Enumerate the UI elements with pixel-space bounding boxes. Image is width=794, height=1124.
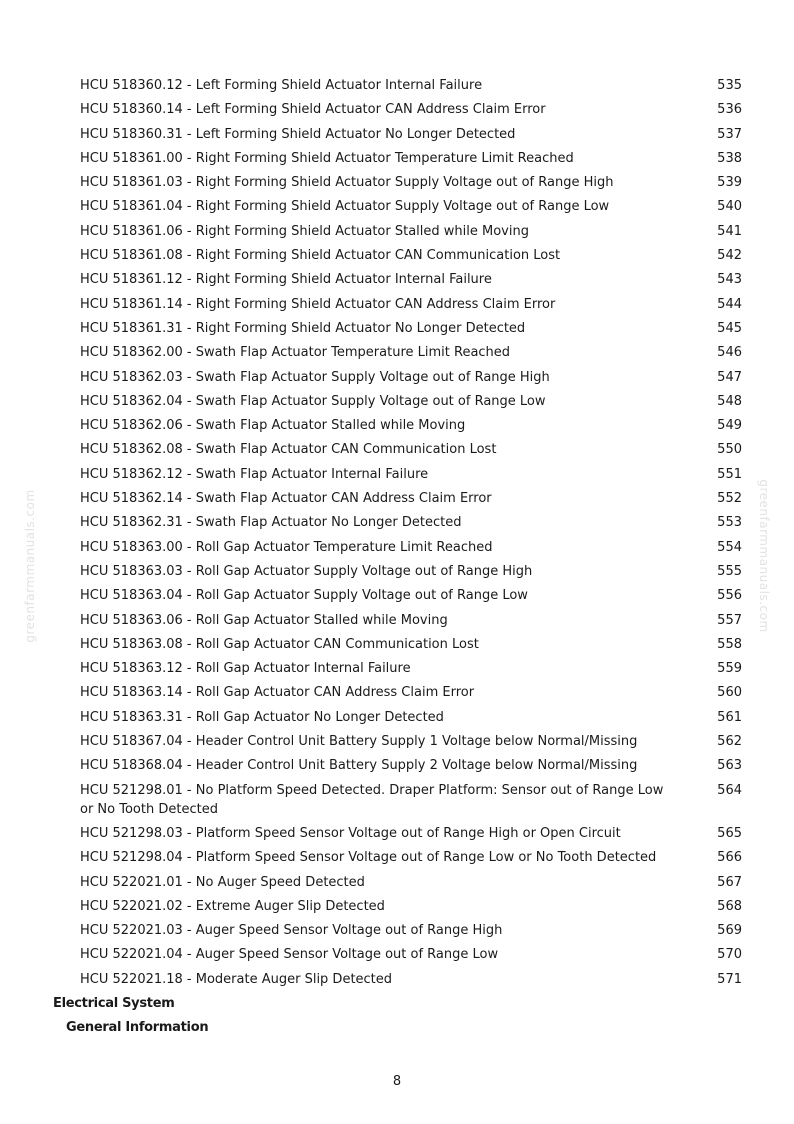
toc-entry-page: 540 (717, 199, 742, 215)
toc-entry-list (0, 76, 794, 989)
toc-entry-title: HCU 518362.04 - Swath Flap Actuator Supply Voltage out of Range Low (80, 393, 546, 409)
toc-entry[interactable] (0, 970, 794, 989)
toc-entry-page: 563 (717, 758, 742, 774)
toc-entry-page: 543 (717, 272, 742, 288)
toc-entry[interactable] (0, 149, 794, 168)
toc-entry-title: HCU 518360.31 - Left Forming Shield Actuator No Longer Detected (80, 126, 516, 142)
toc-entry-page: 550 (717, 442, 742, 458)
toc-entry[interactable] (0, 781, 794, 819)
toc-entry[interactable] (0, 343, 794, 362)
toc-entry[interactable] (0, 848, 794, 867)
toc-entry-title: HCU 518361.08 - Right Forming Shield Actuator CAN Communication Lost (80, 248, 561, 264)
toc-entry[interactable] (0, 295, 794, 314)
toc-entry-title: HCU 518362.08 - Swath Flap Actuator CAN Communication Lost (80, 442, 497, 458)
toc-entry-title: HCU 518367.04 - Header Control Unit Battery Supply 1 Voltage below Normal/Missing (80, 734, 638, 750)
toc-entry[interactable] (0, 392, 794, 411)
toc-entry-title: HCU 518361.12 - Right Forming Shield Actuator Internal Failure (80, 272, 492, 288)
toc-entry[interactable] (0, 562, 794, 581)
toc-entry-title: HCU 518361.04 - Right Forming Shield Actuator Supply Voltage out of Range Low (80, 199, 610, 215)
toc-entry-title: HCU 522021.01 - No Auger Speed Detected (80, 874, 365, 890)
toc-entry-title: HCU 518363.31 - Roll Gap Actuator No Longer Detected (80, 709, 444, 725)
toc-entry[interactable] (0, 76, 794, 95)
toc-entry-title: HCU 522021.03 - Auger Speed Sensor Voltage out of Range High (80, 923, 503, 939)
toc-entry-title: HCU 522021.02 - Extreme Auger Slip Detected (80, 898, 385, 914)
toc-entry-page: 571 (717, 971, 742, 987)
toc-entry-page: 548 (717, 393, 742, 409)
toc-entry-title: HCU 518360.14 - Left Forming Shield Actuator CAN Address Claim Error (80, 102, 546, 118)
toc-entry-page: 551 (717, 466, 742, 482)
toc-entry-page: 562 (717, 734, 742, 750)
toc-entry-page: 566 (717, 850, 742, 866)
toc-entry-page: 557 (717, 612, 742, 628)
toc-entry-title: HCU 518363.08 - Roll Gap Actuator CAN Communication Lost (80, 636, 479, 652)
toc-entry-title: HCU 521298.03 - Platform Speed Sensor Voltage out of Range High or Open Circuit (80, 825, 621, 841)
toc-entry[interactable] (0, 368, 794, 387)
toc-entry[interactable] (0, 683, 794, 702)
toc-entry-page: 538 (717, 150, 742, 166)
toc-entry-page: 554 (717, 539, 742, 555)
toc-entry[interactable] (0, 708, 794, 727)
section-heading-electrical-system[interactable]: Electrical System (53, 995, 175, 1011)
page-number: 8 (392, 1074, 402, 1089)
toc-entry[interactable] (0, 732, 794, 751)
toc-entry[interactable] (0, 270, 794, 289)
toc-entry-title: HCU 518363.00 - Roll Gap Actuator Temperature Limit Reached (80, 539, 493, 555)
table-of-contents (0, 76, 794, 1042)
toc-entry-title: HCU 518363.03 - Roll Gap Actuator Supply Voltage out of Range High (80, 563, 533, 579)
toc-entry[interactable] (0, 222, 794, 241)
toc-entry[interactable] (0, 416, 794, 435)
toc-entry-title: HCU 518361.31 - Right Forming Shield Actuator No Longer Detected (80, 320, 526, 336)
toc-entry-page: 541 (717, 223, 742, 239)
toc-entry-title: HCU 518363.04 - Roll Gap Actuator Supply Voltage out of Range Low (80, 588, 528, 604)
toc-entry[interactable] (0, 586, 794, 605)
toc-entry[interactable] (0, 756, 794, 775)
toc-entry[interactable] (0, 197, 794, 216)
toc-entry-page: 564 (717, 782, 742, 798)
watermark-right: greenfarmmanuals.com (757, 479, 771, 633)
toc-entry[interactable] (0, 538, 794, 557)
toc-entry[interactable] (0, 440, 794, 459)
toc-entry-page: 561 (717, 709, 742, 725)
toc-entry[interactable] (0, 100, 794, 119)
toc-entry-page: 558 (717, 636, 742, 652)
toc-entry-title: HCU 518361.14 - Right Forming Shield Actuator CAN Address Claim Error (80, 296, 556, 312)
watermark-left: greenfarmmanuals.com (23, 489, 37, 643)
toc-entry[interactable] (0, 921, 794, 940)
toc-entry-title: HCU 518362.06 - Swath Flap Actuator Stalled while Moving (80, 418, 466, 434)
toc-entry-page: 535 (717, 78, 742, 93)
toc-entry[interactable] (0, 489, 794, 508)
toc-entry[interactable] (0, 173, 794, 192)
toc-entry[interactable] (0, 246, 794, 265)
toc-entry[interactable] (0, 465, 794, 484)
toc-entry[interactable] (0, 319, 794, 338)
toc-entry-title: HCU 518362.12 - Swath Flap Actuator Internal Failure (80, 466, 429, 482)
toc-entry-page: 542 (717, 248, 742, 264)
toc-entry-page: 552 (717, 491, 742, 507)
toc-entry[interactable] (0, 659, 794, 678)
toc-entry-title: HCU 518361.03 - Right Forming Shield Actuator Supply Voltage out of Range High (80, 175, 614, 191)
toc-entry-page: 560 (717, 685, 742, 701)
toc-entry-page: 544 (717, 296, 742, 312)
toc-entry[interactable] (0, 125, 794, 144)
toc-entry-page: 553 (717, 515, 742, 531)
toc-entry-page: 537 (717, 126, 742, 142)
toc-entry-page: 539 (717, 175, 742, 191)
toc-entry-page: 545 (717, 320, 742, 336)
toc-entry[interactable] (0, 824, 794, 843)
toc-entry-page: 536 (717, 102, 742, 118)
toc-entry-title: HCU 522021.04 - Auger Speed Sensor Voltage out of Range Low (80, 947, 499, 963)
toc-entry-title: HCU 518363.06 - Roll Gap Actuator Stalled while Moving (80, 612, 448, 628)
toc-entry-title: HCU 518361.00 - Right Forming Shield Actuator Temperature Limit Reached (80, 150, 574, 166)
toc-entry-title: HCU 522021.18 - Moderate Auger Slip Detected (80, 971, 393, 987)
toc-entry[interactable] (0, 611, 794, 630)
toc-entry-page: 567 (717, 874, 742, 890)
toc-entry-page: 555 (717, 563, 742, 579)
section-heading-general-information[interactable]: General Information (66, 1019, 209, 1035)
toc-entry-page: 546 (717, 345, 742, 361)
toc-entry-title: HCU 518362.00 - Swath Flap Actuator Temperature Limit Reached (80, 345, 511, 361)
toc-entry[interactable] (0, 513, 794, 532)
toc-entry[interactable] (0, 635, 794, 654)
toc-entry-title: HCU 521298.01 - No Platform Speed Detected. Draper Platform: Sensor out of Range Low or No Tooth Detected (80, 782, 664, 817)
toc-entry-title: HCU 518360.12 - Left Forming Shield Actuator Internal Failure (80, 78, 483, 93)
toc-entry-page: 556 (717, 588, 742, 604)
toc-entry-page: 565 (717, 825, 742, 841)
toc-entry-title: HCU 518363.12 - Roll Gap Actuator Internal Failure (80, 661, 411, 677)
toc-entry-page: 570 (717, 947, 742, 963)
toc-entry-page: 549 (717, 418, 742, 434)
toc-entry-page: 569 (717, 923, 742, 939)
toc-entry[interactable] (0, 873, 794, 892)
toc-entry-title: HCU 521298.04 - Platform Speed Sensor Voltage out of Range Low or No Tooth Detected (80, 850, 657, 866)
toc-entry-page: 568 (717, 898, 742, 914)
toc-entry-title: HCU 518362.31 - Swath Flap Actuator No Longer Detected (80, 515, 462, 531)
toc-entry-title: HCU 518368.04 - Header Control Unit Battery Supply 2 Voltage below Normal/Missing (80, 758, 638, 774)
toc-entry-title: HCU 518362.14 - Swath Flap Actuator CAN Address Claim Error (80, 491, 492, 507)
toc-entry[interactable] (0, 945, 794, 964)
toc-entry-page: 547 (717, 369, 742, 385)
toc-entry[interactable] (0, 897, 794, 916)
toc-entry-page: 559 (717, 661, 742, 677)
toc-entry-title: HCU 518361.06 - Right Forming Shield Actuator Stalled while Moving (80, 223, 529, 239)
toc-entry-title: HCU 518362.03 - Swath Flap Actuator Supply Voltage out of Range High (80, 369, 550, 385)
toc-entry-title: HCU 518363.14 - Roll Gap Actuator CAN Address Claim Error (80, 685, 475, 701)
